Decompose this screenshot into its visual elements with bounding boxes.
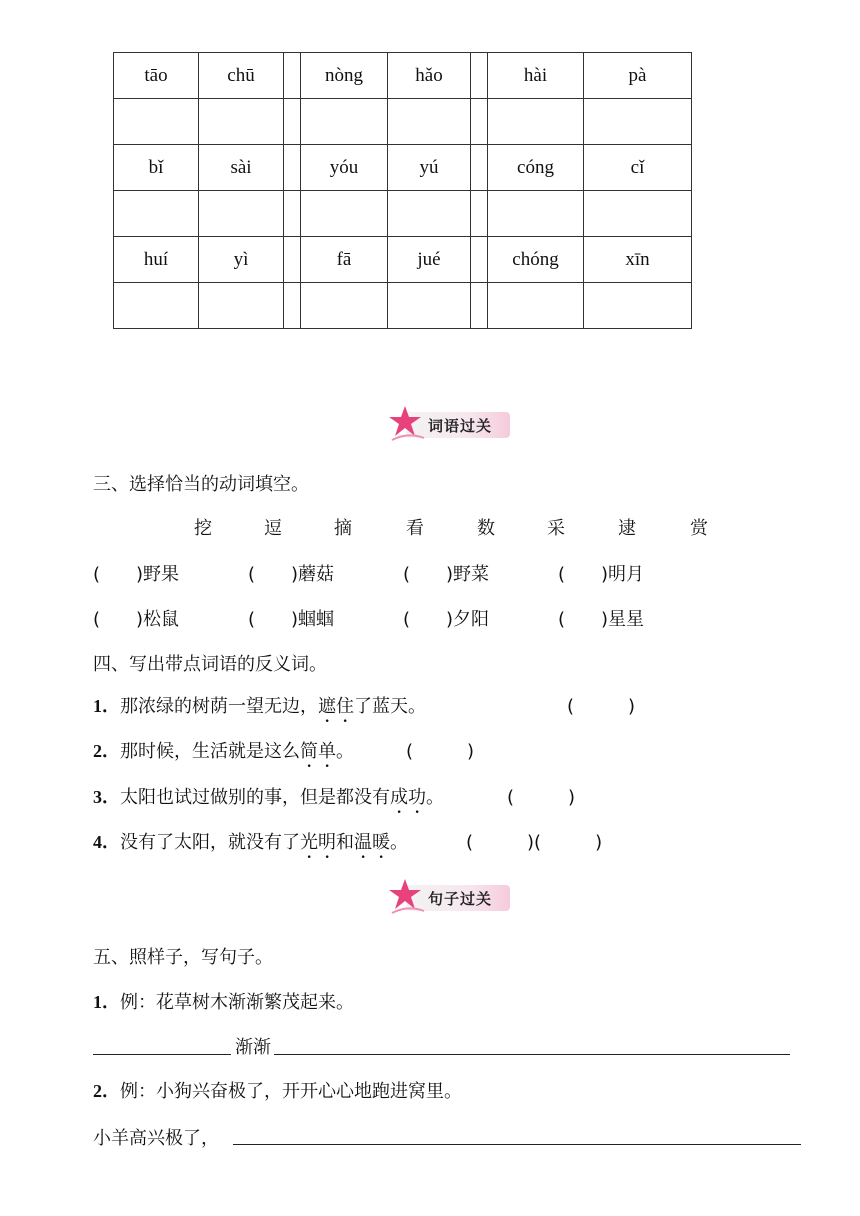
example-text: 例：小狗兴奋极了，开开心心地跑进窝里。 [120,1081,462,1102]
banner-title: 词语过关 [428,417,493,435]
dotted-word: 遮住 [318,696,354,717]
question-text: 那时候，生活就是这么 [120,741,300,762]
pinyin-cell: nòng [301,53,388,99]
fill-blank-item[interactable]: ( )野果 [93,564,180,585]
table-spacer [471,191,488,237]
pinyin-cell: cóng [488,145,584,191]
answer-cell[interactable] [388,283,471,329]
pinyin-cell: pà [584,53,692,99]
pinyin-cell: yú [388,145,471,191]
dotted-word: 成功 [390,787,426,808]
star-icon [388,404,428,444]
question-number: 1． [93,992,120,1012]
star-icon [388,877,428,917]
pinyin-cell: tāo [114,53,199,99]
question-number: 4． [93,832,120,852]
section-5-title: 五、照样子，写句子。 [93,947,273,968]
pinyin-cell: yì [199,237,284,283]
answer-row[interactable] [114,283,692,329]
banner-title: 句子过关 [428,890,493,908]
answer-line[interactable] [93,1054,231,1055]
question-number: 1． [93,696,120,716]
table-row [114,145,692,191]
section-banner-words [388,404,538,444]
question-text: 那浓绿的树荫一望无边， [120,696,318,717]
pinyin-cell: xīn [584,237,692,283]
question-item [93,828,408,863]
answer-cell[interactable] [388,99,471,145]
pinyin-cell: cǐ [584,145,692,191]
answer-line[interactable] [274,1054,790,1055]
verb-option: 逮 [618,518,636,539]
answer-cell[interactable] [584,99,692,145]
verb-option: 看 [406,518,424,539]
answer-cell[interactable] [388,191,471,237]
table-spacer [284,237,301,283]
pinyin-cell: sài [199,145,284,191]
table-spacer [471,283,488,329]
table-row [114,53,692,99]
table-spacer [471,145,488,191]
table-spacer [471,53,488,99]
answer-blank[interactable]: ( ) [567,696,636,717]
pinyin-cell: yóu [301,145,388,191]
table-spacer [284,283,301,329]
answer-cell[interactable] [488,191,584,237]
fill-blank-item[interactable]: ( )蘑菇 [248,564,335,585]
dotted-word: 光明 [300,832,336,853]
verb-option: 数 [477,518,495,539]
pinyin-cell: fā [301,237,388,283]
verb-option: 挖 [194,518,212,539]
question-number: 2． [93,1081,120,1101]
answer-cell[interactable] [114,191,199,237]
fill-blank-item[interactable]: ( )松鼠 [93,609,180,630]
example-text: 例：花草树木渐渐繁茂起来。 [120,992,354,1013]
question-text: 没有了太阳，就没有了 [120,832,300,853]
table-spacer [284,53,301,99]
verb-option: 赏 [690,518,708,539]
fill-word: 渐渐 [235,1037,271,1058]
fill-blank-item[interactable]: ( )星星 [558,609,645,630]
answer-cell[interactable] [584,283,692,329]
answer-cell[interactable] [114,99,199,145]
verb-option: 摘 [334,518,352,539]
answer-row[interactable] [114,99,692,145]
answer-row[interactable] [114,191,692,237]
answer-cell[interactable] [584,191,692,237]
answer-cell[interactable] [488,99,584,145]
verb-option: 采 [547,518,565,539]
fill-word: 小羊高兴极了， [93,1128,219,1149]
question-number: 2． [93,741,120,761]
table-spacer [284,99,301,145]
question-item [93,692,426,727]
answer-blank[interactable]: ( ) [507,787,576,808]
pinyin-cell: hài [488,53,584,99]
pinyin-cell: bǐ [114,145,199,191]
table-spacer [471,99,488,145]
answer-blank[interactable]: ( )( ) [466,832,603,853]
answer-cell[interactable] [199,99,284,145]
verb-option: 逗 [264,518,282,539]
answer-cell[interactable] [199,283,284,329]
answer-line[interactable] [233,1144,801,1145]
question-text: 。 [426,787,444,808]
pinyin-table [113,52,692,329]
question-text: 。 [336,741,354,762]
question-text: 和 [336,832,354,853]
question-number: 3． [93,787,120,807]
answer-cell[interactable] [114,283,199,329]
pinyin-cell: chū [199,53,284,99]
answer-cell[interactable] [488,283,584,329]
pinyin-cell: jué [388,237,471,283]
pinyin-cell: huí [114,237,199,283]
section-banner-sentences [388,877,538,917]
dotted-word: 温暖 [354,832,390,853]
question-item [93,988,354,1014]
table-spacer [284,191,301,237]
pinyin-cell: hǎo [388,53,471,99]
fill-blank-item[interactable]: ( )野菜 [403,564,490,585]
question-item [93,737,354,772]
fill-blank-item[interactable]: ( )蝈蝈 [248,609,335,630]
question-text: 太阳也试过做别的事，但是都没有 [120,787,390,808]
answer-cell[interactable] [301,99,388,145]
question-text: 了蓝天。 [354,696,426,717]
question-item [93,783,444,818]
table-row [114,237,692,283]
question-text: 。 [390,832,408,853]
section-4-title: 四、写出带点词语的反义词。 [93,654,327,675]
answer-cell[interactable] [301,283,388,329]
pinyin-cell: chóng [488,237,584,283]
fill-blank-item[interactable]: ( )夕阳 [403,609,490,630]
section-3-title: 三、选择恰当的动词填空。 [93,474,309,495]
answer-cell[interactable] [301,191,388,237]
answer-cell[interactable] [199,191,284,237]
table-spacer [471,237,488,283]
dotted-word: 简单 [300,741,336,762]
fill-blank-item[interactable]: ( )明月 [558,564,645,585]
table-spacer [284,145,301,191]
question-item [93,1077,462,1103]
answer-blank[interactable]: ( ) [406,741,475,762]
